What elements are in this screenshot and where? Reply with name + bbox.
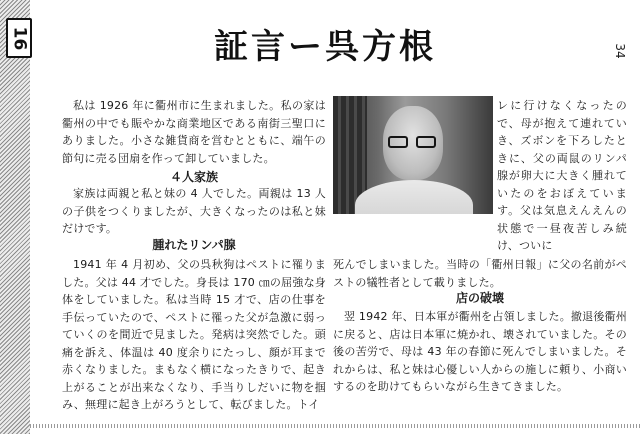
heading-lymph: 腫れたリンパ腺 xyxy=(152,238,236,252)
shop-paragraph: 翌 1942 年、日本軍が衢州を占領しました。撤退後衢州に戻ると、店は日本軍に焼かれ、壊されていました。その後の苦労で、母は 43 年の春節に死んでしまいました。それからは、私と妹は心優しい人からの施しに頼り、小商いするのを助けてもらいながら生きてきました。 xyxy=(333,310,627,393)
photo-shirt xyxy=(355,180,473,214)
heading-shop: 店の破壊 xyxy=(455,291,504,305)
page-tab-badge xyxy=(6,18,32,58)
intro-paragraph: 私は 1926 年に衢州市に生まれました。私の家は衢州の中でも賑やかな商業地区である南街三聖口にありました。小さな雑貨商を営むとともに、端午の節句に売る団扇を作って卸していました。 xyxy=(62,99,326,165)
bottom-dotted-border xyxy=(30,424,640,428)
heading-family: ４人家族 xyxy=(169,170,218,184)
page-title: 証言ー呉方根 xyxy=(214,27,436,67)
continued-paragraph: レに行けなくなったので、母が抱えて連れていき、ズボンを下ろしたときに、父の両鼠のリンパ腺が卵大に大きく腫れていたのをおぼえています。父は気息えんえんの状態で一昼夜苦しみ続け、ついに xyxy=(497,99,627,252)
glasses-icon xyxy=(388,136,438,150)
death-paragraph: 死んでしまいました。当時の「衢州日報」に父の名前がペストの犠牲者として載りました。 xyxy=(333,258,627,289)
lymph-paragraph: 1941 年 4 月初め、父の呉秋狗はペストに罹りました。父は 44 才でした。身長は 170 ㎝の屈強な身体をしていました。私は当時 15 才で、店の仕事を手伝っていたので、ペストに罹った父が急激に弱っていくのを間近で見ました。発病は突然でした。頭痛を訴え、体温は 40 度余りにたっし、顔が耳まで赤くなりました。まもなく横になったきりで、起き上がることが出来なくなり、手当りしだいに物を掴み、無理に起き上がろうとして、転びました。トイ xyxy=(62,258,326,411)
family-paragraph: 家族は両親と私と妹の 4 人でした。両親は 13 人の子供をつくりましたが、大きくなったのは私と妹だけです。 xyxy=(62,187,326,235)
page-tab-number: 16 xyxy=(9,26,30,50)
page-number: 34 xyxy=(613,43,627,59)
left-margin-strip xyxy=(0,0,30,434)
portrait-photo xyxy=(333,96,493,214)
